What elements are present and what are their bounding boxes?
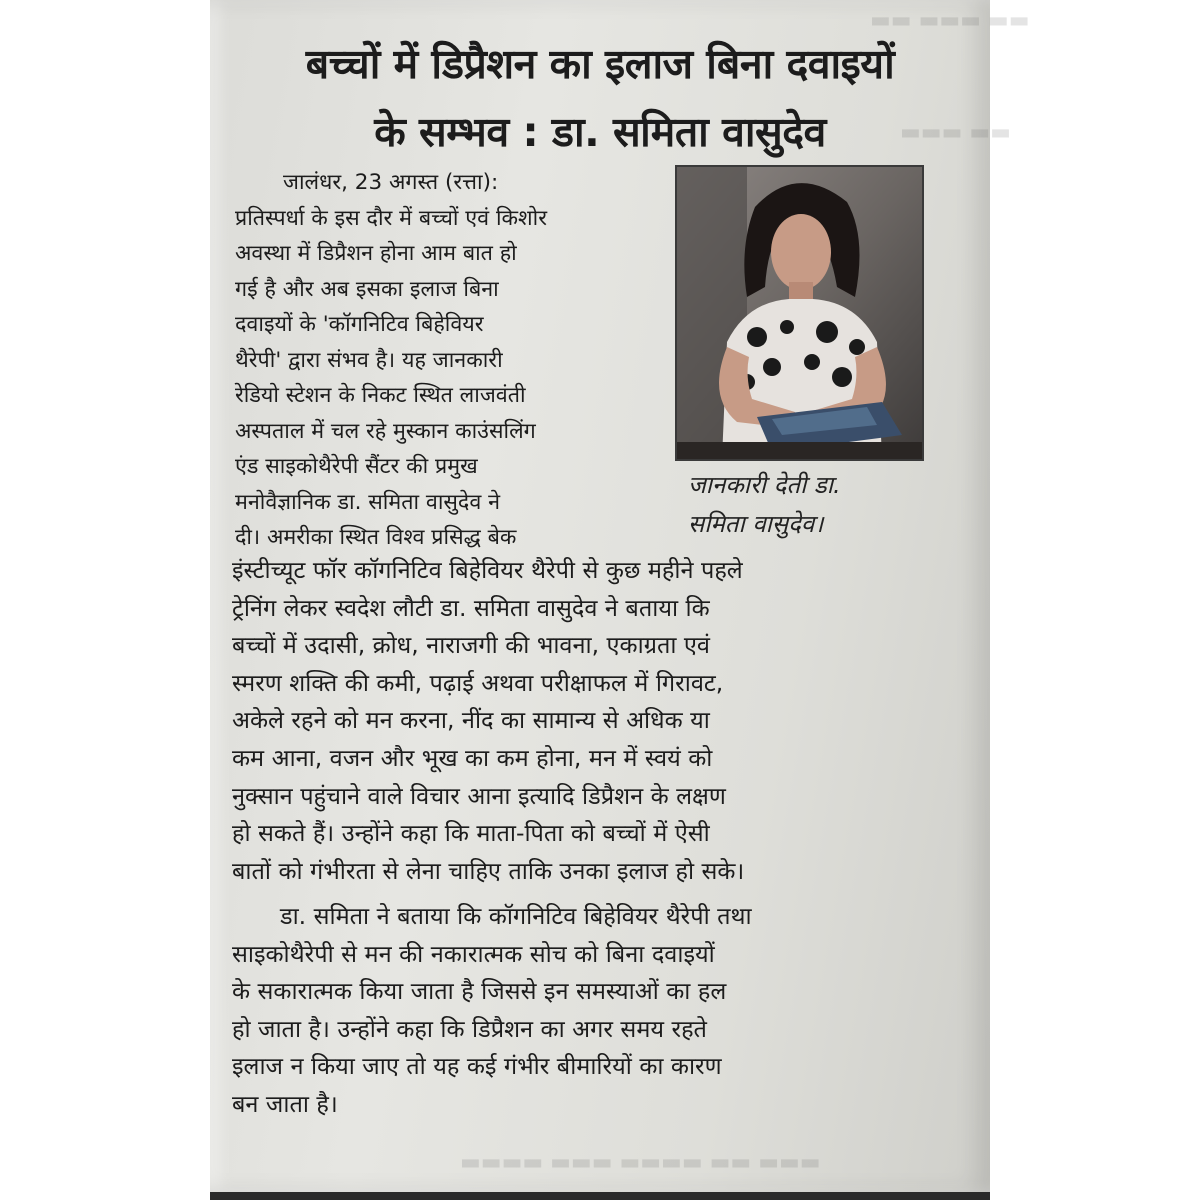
article-line: डा. समिता ने बताया कि कॉगनिटिव बिहेवियर थैरेपी तथा	[280, 902, 752, 930]
headline-line: बच्चों में डिप्रैशन का इलाज बिना दवाइयों	[305, 40, 895, 88]
article-line: गई है और अब इसका इलाज बिना	[235, 276, 499, 302]
headline-line: के सम्भव : डा. समिता वासुदेव	[374, 108, 826, 156]
bleed-through-text: ▬▬▬▬ ▬▬▬ ▬▬▬▬ ▬▬ ▬▬▬	[460, 1150, 821, 1175]
article-line: साइकोथैरेपी से मन की नकारात्मक सोच को बिना दवाइयों	[232, 939, 715, 968]
article-line: रेडियो स्टेशन के निकट स्थित लाजवंती	[235, 383, 526, 408]
article-line: अवस्था में डिप्रैशन होना आम बात हो	[235, 241, 517, 266]
article-body-paragraph-2	[232, 898, 972, 1124]
article-line: थैरेपी' द्वारा संभव है। यह जानकारी	[235, 347, 503, 373]
bleed-through-text: ▬▬ ▬▬▬ ▬▬	[870, 8, 1030, 33]
article-line: ट्रेनिंग लेकर स्वदेश लौटी डा. समिता वासुदेव ने बताया कि	[232, 593, 710, 622]
doctor-photo	[675, 165, 924, 461]
newspaper-clipping	[210, 0, 1030, 1192]
bleed-through-text: ▬▬▬ ▬▬	[900, 120, 1011, 145]
article-line: हो जाता है। उन्होंने कहा कि डिप्रैशन का अगर समय रहते	[232, 1014, 707, 1043]
article-line: मनोवैज्ञानिक डा. समिता वासुदेव ने	[235, 489, 501, 515]
caption-line: जानकारी देती डा.	[688, 471, 841, 499]
article-line: एंड साइकोथैरेपी सैंटर की प्रमुख	[235, 454, 478, 479]
bottom-edge-bar	[210, 1192, 990, 1200]
photo-caption	[688, 466, 948, 544]
article-line: नुक्सान पहुंचाने वाले विचार आना इत्यादि डिप्रैशन के लक्षण	[232, 781, 726, 810]
article-line: बच्चों में उदासी, क्रोध, नाराजगी की भावना, एकाग्रता एवं	[232, 631, 710, 660]
article-column-text	[235, 165, 665, 556]
article-headline	[240, 30, 960, 166]
article-line: के सकारात्मक किया जाता है जिससे इन समस्याओं का हल	[232, 977, 727, 1006]
article-body-paragraph-1	[232, 552, 972, 890]
article-dateline: जालंधर, 23 अगस्त (रत्ता):	[283, 170, 499, 195]
article-line: दी। अमरीका स्थित विश्व प्रसिद्ध बेक	[235, 525, 517, 550]
article-line: इलाज न किया जाए तो यह कई गंभीर बीमारियों का कारण	[232, 1052, 722, 1081]
article-line: स्मरण शक्ति की कमी, पढ़ाई अथवा परीक्षाफल में गिरावट,	[232, 668, 724, 697]
article-line: बातों को गंभीरता से लेना चाहिए ताकि उनका इलाज हो सके।	[232, 856, 745, 885]
portrait-illustration	[677, 167, 922, 459]
article-line: दवाइयों के 'कॉगनिटिव बिहेवियर	[235, 312, 484, 337]
caption-line: समिता वासुदेव।	[688, 510, 824, 538]
article-line: इंस्टीच्यूट फॉर कॉगनिटिव बिहेवियर थैरेपी से कुछ महीने पहले	[232, 556, 743, 584]
article-line: अस्पताल में चल रहे मुस्कान काउंसलिंग	[235, 418, 536, 444]
article-line: अकेले रहने को मन करना, नींद का सामान्य से अधिक या	[232, 706, 710, 735]
article-line: कम आना, वजन और भूख का कम होना, मन में स्वयं को	[232, 743, 713, 772]
article-line: हो सकते हैं। उन्होंने कहा कि माता-पिता को बच्चों में ऐसी	[232, 819, 710, 848]
article-line: बन जाता है।	[232, 1089, 338, 1118]
article-line: प्रतिस्पर्धा के इस दौर में बच्चों एवं किशोर	[235, 205, 548, 231]
